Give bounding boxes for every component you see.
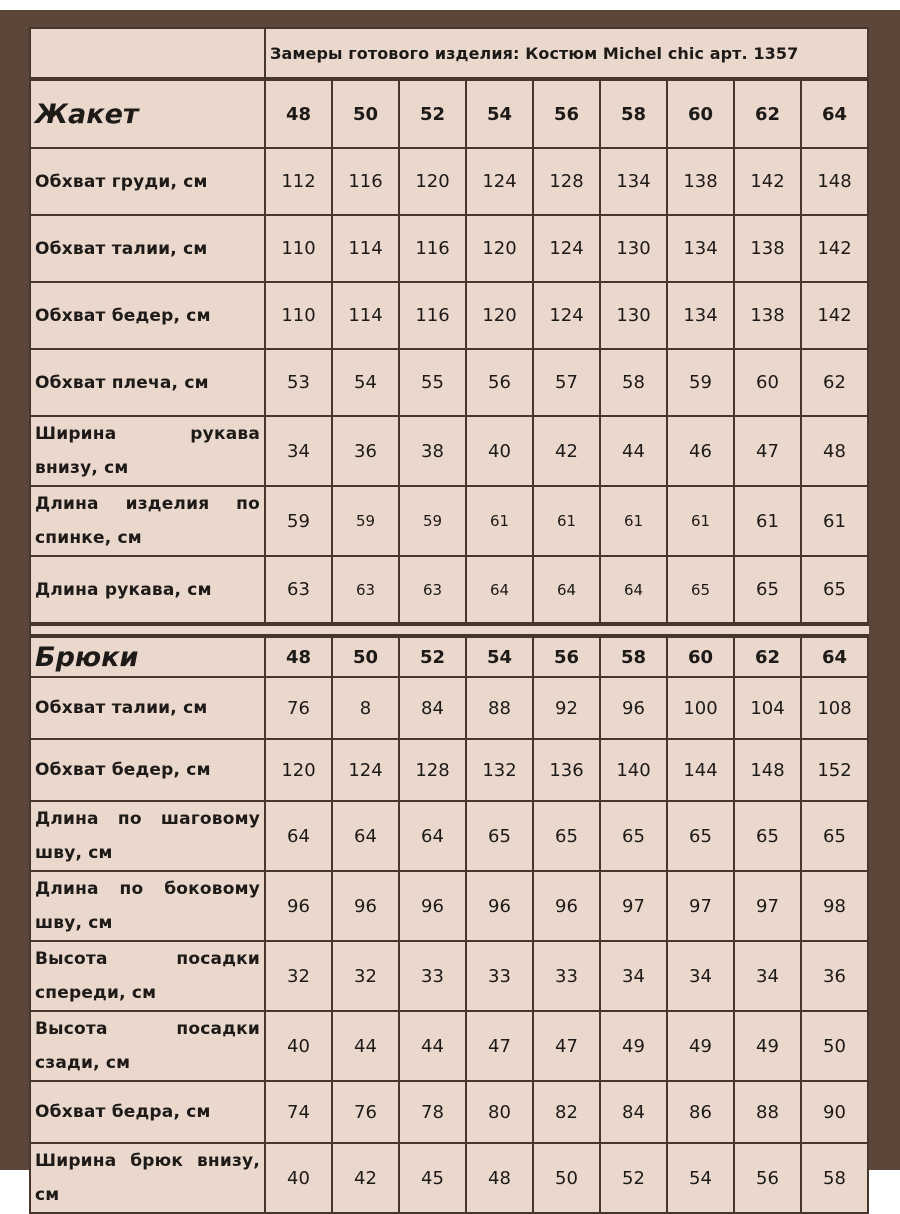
value-cell: 60 [735,350,802,417]
value-cell: 110 [266,283,333,350]
value-cell: 36 [333,417,400,487]
row-label: Обхват бедер, см [29,283,266,350]
size-header: 56 [534,79,601,149]
value-cell: 120 [467,283,534,350]
value-cell: 52 [601,1144,668,1214]
value-cell: 120 [400,149,467,216]
value-cell: 114 [333,283,400,350]
title-row [29,27,869,79]
value-cell: 59 [400,487,467,557]
value-cell: 96 [534,872,601,942]
value-cell: 33 [400,942,467,1012]
value-cell: 65 [735,557,802,624]
row-label: Длина рукава, см [29,557,266,624]
value-cell: 124 [333,740,400,802]
table-row [29,216,869,283]
table-row [29,1012,869,1082]
value-cell: 61 [802,487,869,557]
table-row [29,740,869,802]
table-title: Замеры готового изделия: Костюм Michel chic арт. 1357 [266,27,869,79]
value-cell: 92 [534,678,601,740]
table-row [29,487,869,557]
size-header: 50 [333,79,400,149]
size-header: 52 [400,79,467,149]
value-cell: 124 [534,216,601,283]
value-cell: 44 [333,1012,400,1082]
value-cell: 64 [400,802,467,872]
size-header: 50 [333,636,400,678]
trousers-heading: Брюки [29,636,266,678]
value-cell: 124 [534,283,601,350]
value-cell: 61 [601,487,668,557]
value-cell: 47 [534,1012,601,1082]
value-cell: 34 [601,942,668,1012]
section-gap [29,624,869,636]
value-cell: 63 [266,557,333,624]
value-cell: 134 [601,149,668,216]
measurements-table [29,27,869,1214]
row-label: Длина по шаговому шву, см [29,802,266,872]
value-cell: 142 [802,283,869,350]
value-cell: 54 [333,350,400,417]
value-cell: 62 [802,350,869,417]
value-cell: 50 [534,1144,601,1214]
value-cell: 65 [467,802,534,872]
size-header: 54 [467,79,534,149]
value-cell: 64 [333,802,400,872]
value-cell: 44 [601,417,668,487]
value-cell: 116 [400,283,467,350]
value-cell: 64 [601,557,668,624]
value-cell: 138 [668,149,735,216]
value-cell: 32 [266,942,333,1012]
row-label: Обхват бедер, см [29,740,266,802]
value-cell: 104 [735,678,802,740]
value-cell: 65 [802,557,869,624]
value-cell: 49 [668,1012,735,1082]
value-cell: 45 [400,1144,467,1214]
value-cell: 124 [467,149,534,216]
value-cell: 82 [534,1082,601,1144]
value-cell: 32 [333,942,400,1012]
value-cell: 76 [333,1082,400,1144]
value-cell: 34 [735,942,802,1012]
value-cell: 42 [534,417,601,487]
value-cell: 64 [534,557,601,624]
value-cell: 112 [266,149,333,216]
value-cell: 56 [467,350,534,417]
value-cell: 97 [601,872,668,942]
value-cell: 148 [802,149,869,216]
value-cell: 58 [802,1144,869,1214]
trousers-section [29,636,869,1214]
value-cell: 64 [467,557,534,624]
table-row [29,417,869,487]
value-cell: 53 [266,350,333,417]
value-cell: 76 [266,678,333,740]
size-header: 58 [601,636,668,678]
value-cell: 34 [668,942,735,1012]
jacket-heading: Жакет [29,79,266,149]
value-cell: 90 [802,1082,869,1144]
value-cell: 58 [601,350,668,417]
value-cell: 59 [266,487,333,557]
value-cell: 34 [266,417,333,487]
row-label: Длина по боковому шву, см [29,872,266,942]
section-gap-cell [29,624,869,636]
value-cell: 50 [802,1012,869,1082]
value-cell: 96 [333,872,400,942]
row-label: Обхват талии, см [29,678,266,740]
size-header: 54 [467,636,534,678]
value-cell: 64 [266,802,333,872]
value-cell: 116 [333,149,400,216]
size-header: 64 [802,79,869,149]
size-header: 62 [735,636,802,678]
value-cell: 97 [735,872,802,942]
value-cell: 61 [467,487,534,557]
table-row [29,802,869,872]
value-cell: 120 [266,740,333,802]
value-cell: 46 [668,417,735,487]
value-cell: 84 [601,1082,668,1144]
row-label: Длина изделия по спинке, см [29,487,266,557]
value-cell: 148 [735,740,802,802]
value-cell: 100 [668,678,735,740]
value-cell: 40 [467,417,534,487]
value-cell: 84 [400,678,467,740]
table-row [29,1082,869,1144]
size-header: 58 [601,79,668,149]
value-cell: 44 [400,1012,467,1082]
value-cell: 80 [467,1082,534,1144]
value-cell: 108 [802,678,869,740]
table-row [29,1144,869,1214]
size-header: 60 [668,79,735,149]
value-cell: 47 [735,417,802,487]
value-cell: 36 [802,942,869,1012]
value-cell: 8 [333,678,400,740]
value-cell: 134 [668,216,735,283]
value-cell: 116 [400,216,467,283]
size-header: 48 [266,636,333,678]
table-row [29,942,869,1012]
row-label: Высота посадки сзади, см [29,1012,266,1082]
value-cell: 138 [735,216,802,283]
value-cell: 98 [802,872,869,942]
jacket-header-row [29,79,869,149]
row-label: Ширина рукава внизу, см [29,417,266,487]
value-cell: 130 [601,216,668,283]
value-cell: 61 [534,487,601,557]
row-label: Обхват плеча, см [29,350,266,417]
value-cell: 55 [400,350,467,417]
value-cell: 40 [266,1012,333,1082]
value-cell: 65 [735,802,802,872]
value-cell: 97 [668,872,735,942]
row-label: Высота посадки спереди, см [29,942,266,1012]
value-cell: 65 [668,802,735,872]
row-label: Ширина брюк внизу, см [29,1144,266,1214]
value-cell: 96 [467,872,534,942]
value-cell: 65 [601,802,668,872]
table-row [29,283,869,350]
value-cell: 49 [601,1012,668,1082]
table-row [29,557,869,624]
value-cell: 61 [668,487,735,557]
value-cell: 138 [735,283,802,350]
value-cell: 65 [802,802,869,872]
value-cell: 47 [467,1012,534,1082]
value-cell: 49 [735,1012,802,1082]
value-cell: 96 [601,678,668,740]
value-cell: 59 [668,350,735,417]
table-row [29,149,869,216]
value-cell: 128 [400,740,467,802]
value-cell: 63 [333,557,400,624]
background-frame [0,10,900,1205]
value-cell: 40 [266,1144,333,1214]
value-cell: 86 [668,1082,735,1144]
value-cell: 96 [266,872,333,942]
size-header: 64 [802,636,869,678]
table-row [29,678,869,740]
value-cell: 59 [333,487,400,557]
value-cell: 134 [668,283,735,350]
value-cell: 142 [735,149,802,216]
value-cell: 63 [400,557,467,624]
value-cell: 120 [467,216,534,283]
value-cell: 88 [735,1082,802,1144]
value-cell: 96 [400,872,467,942]
value-cell: 56 [735,1144,802,1214]
table-row [29,350,869,417]
value-cell: 142 [802,216,869,283]
trousers-header-row [29,636,869,678]
value-cell: 140 [601,740,668,802]
size-header: 56 [534,636,601,678]
value-cell: 110 [266,216,333,283]
row-label: Обхват бедра, см [29,1082,266,1144]
value-cell: 38 [400,417,467,487]
value-cell: 33 [467,942,534,1012]
value-cell: 136 [534,740,601,802]
table-row [29,872,869,942]
value-cell: 48 [802,417,869,487]
value-cell: 152 [802,740,869,802]
value-cell: 78 [400,1082,467,1144]
value-cell: 88 [467,678,534,740]
size-header: 48 [266,79,333,149]
value-cell: 33 [534,942,601,1012]
row-label: Обхват талии, см [29,216,266,283]
value-cell: 132 [467,740,534,802]
value-cell: 54 [668,1144,735,1214]
value-cell: 48 [467,1144,534,1214]
value-cell: 65 [534,802,601,872]
value-cell: 61 [735,487,802,557]
value-cell: 128 [534,149,601,216]
value-cell: 42 [333,1144,400,1214]
size-header: 62 [735,79,802,149]
row-label: Обхват груди, см [29,149,266,216]
size-header: 52 [400,636,467,678]
value-cell: 130 [601,283,668,350]
value-cell: 144 [668,740,735,802]
value-cell: 65 [668,557,735,624]
empty-corner-cell [29,27,266,79]
value-cell: 57 [534,350,601,417]
value-cell: 74 [266,1082,333,1144]
value-cell: 114 [333,216,400,283]
jacket-section [29,79,869,624]
size-header: 60 [668,636,735,678]
